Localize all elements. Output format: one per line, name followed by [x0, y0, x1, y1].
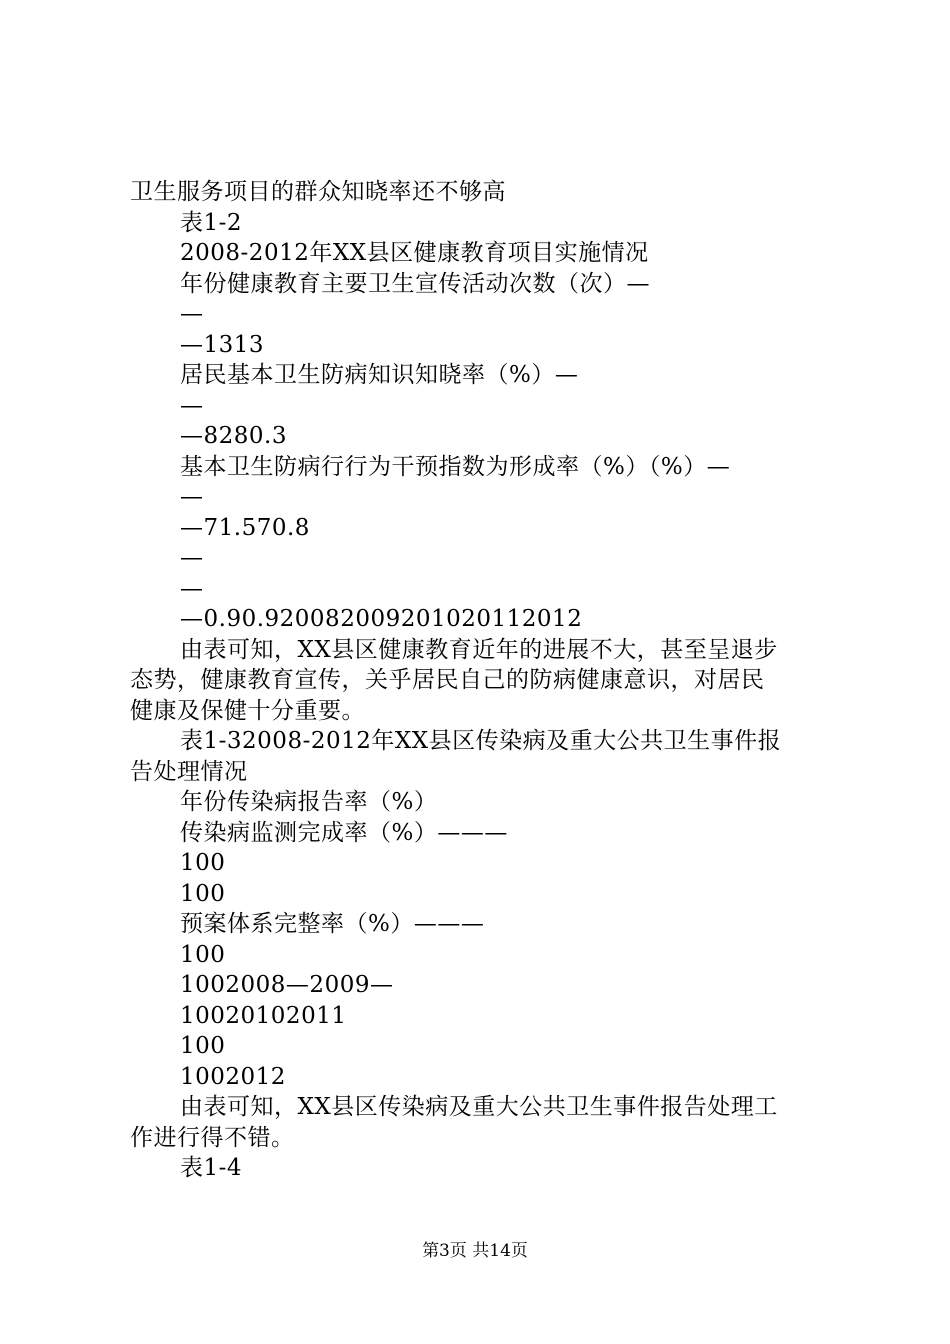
text-line: —0.90.920082009201020112012: [180, 606, 583, 632]
text-line: 100: [180, 1033, 226, 1059]
text-line: 卫生服务项目的群众知晓率还不够高: [130, 179, 506, 205]
text-line: —1313: [180, 332, 265, 358]
table-caption: 告处理情况: [130, 759, 248, 785]
text-line: 年份健康教育主要卫生宣传活动次数（次）—: [180, 271, 650, 297]
text-line: 100: [180, 942, 226, 968]
page-number-footer: 第3页 共14页: [422, 1241, 528, 1261]
table-caption: 表1-4: [180, 1155, 243, 1181]
paragraph-line: 由表可知，XX县区健康教育近年的进展不大，甚至呈退步: [180, 637, 778, 663]
paragraph-line: 作进行得不错。: [130, 1125, 295, 1151]
text-line: 1002008—2009—: [180, 972, 394, 998]
text-line: —: [180, 393, 204, 419]
table-title: 2008-2012年XX县区健康教育项目实施情况: [180, 240, 649, 266]
text-line: —: [180, 484, 204, 510]
text-line: —: [180, 301, 204, 327]
text-line: 100: [180, 850, 226, 876]
text-line: 基本卫生防病行行为干预指数为形成率（%）（%）—: [180, 454, 731, 480]
table-caption: 表1-32008-2012年XX县区传染病及重大公共卫生事件报: [180, 728, 782, 754]
text-line: 传染病监测完成率（%）———: [180, 820, 508, 846]
text-line: 1002012: [180, 1064, 286, 1090]
table-caption: 表1-2: [180, 210, 243, 236]
text-line: —71.570.8: [180, 515, 310, 541]
text-line: —: [180, 576, 204, 602]
text-line: 预案体系完整率（%）———: [180, 911, 485, 937]
text-line: 居民基本卫生防病知识知晓率（%）—: [180, 362, 579, 388]
text-line: —8280.3: [180, 423, 287, 449]
paragraph-line: 由表可知，XX县区传染病及重大公共卫生事件报告处理工: [180, 1094, 778, 1120]
text-line: 100: [180, 881, 226, 907]
paragraph-line: 态势，健康教育宣传，关乎居民自己的防病健康意识，对居民: [130, 667, 765, 693]
text-line: —: [180, 545, 204, 571]
text-line: 10020102011: [180, 1003, 347, 1029]
paragraph-line: 健康及保健十分重要。: [130, 698, 365, 724]
text-line: 年份传染病报告率（%）: [180, 789, 438, 815]
